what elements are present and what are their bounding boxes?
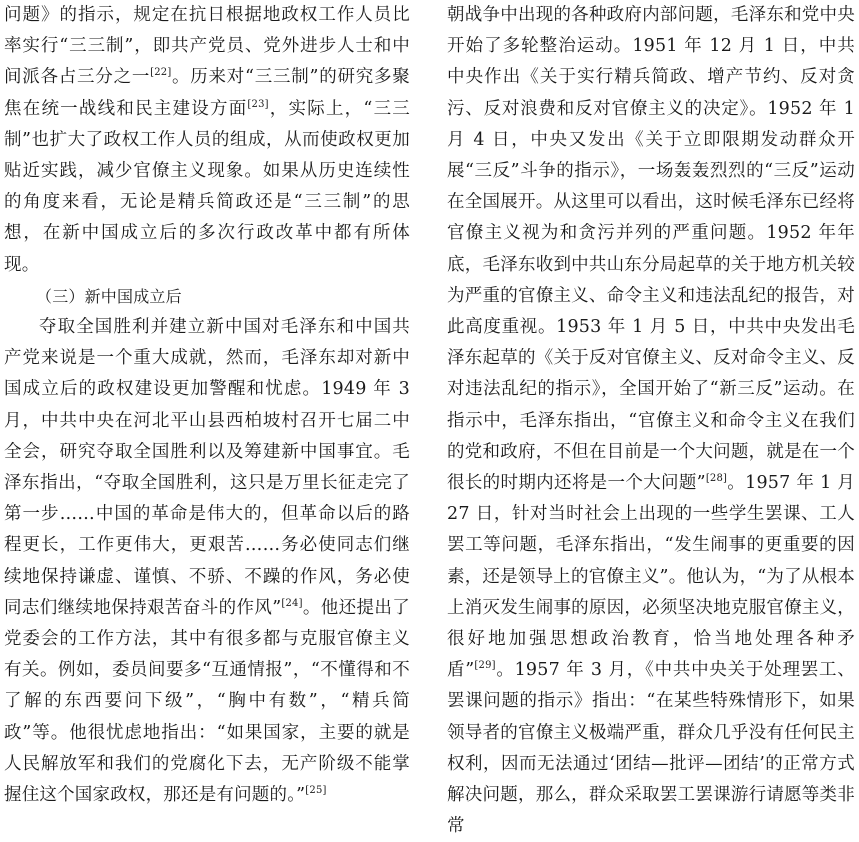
- right-column: [447, 0, 855, 842]
- paragraph-campaigns: [447, 0, 855, 842]
- citation-25: [25]: [305, 785, 327, 797]
- paragraph-text: 问题》的指示，规定在抗日根据地政权工作人员比率实行“三三制”，即共产党员、党外进步人士和中间派各占三分之一: [4, 5, 410, 88]
- paragraph-text: 。他还提出了党委会的工作方法，其中有很多都与克服官僚主义有关。例如，委员间要多“互通情报”，“不懂得和不了解的东西要问下级”，“胸中有数”，“精兵简政”等。他很忧虑地指出：“如果国家，主要的就是人民解放军和我们的党腐化下去，无产阶级不能掌握住这个国家政权，那还是有问题的。”: [4, 597, 410, 806]
- citation-29: [29]: [474, 660, 496, 672]
- paragraph-text: 朝战争中出现的各种政府内部问题，毛泽东和党中央开始了多轮整治运动。1951 年 12 月 1 日，中共中央作出《关于实行精兵简政、增产节约、反对贪污、反对浪费和反对官僚主义的决定》。1952 年 1 月 4 日，中央又发出《关于立即限期发动群众开展“三反”斗争的指示》，一场轰轰烈烈的“三反”运动在全国展开。从这里可以看出，这时候毛泽东已经将官僚主义视为和贪污并列的严重问题。1952 年年底，毛泽东收到中共山东分局起草的关于地方机关较为严重的官僚主义、命令主义和违法乱纪的报告，对此高度重视。1953 年 1 月 5 日，中共中央发出毛泽东起草的《关于反对官僚主义、反对命令主义、反对违法乱纪的指示》，全国开始了“新三反”运动。在指示中，毛泽东指出，“官僚主义和命令主义在我们的党和政府，不但在目前是一个大问题，就是在一个很长的时期内还将是一个大问题”: [447, 5, 855, 494]
- paragraph-text: 。历来对“三三制”的研究多聚焦在统一战线和民主建设方面: [4, 67, 410, 119]
- paragraph-text: 夺取全国胜利并建立新中国对毛泽东和中国共产党来说是一个重大成就，然而，毛泽东却对新中国成立后的政权建设更加警醒和忧虑。1949 年 3 月，中共中央在河北平山县西柏坡村召开七届二中全会，研究夺取全国胜利以及筹建新中国事宜。毛泽东指出，“夺取全国胜利，这只是万里长征走完了第一步……中国的革命是伟大的，但革命以后的路程更长，工作更伟大，更艰苦……务必使同志们继续地保持谦虚、谨慎、不骄、不躁的作风，务必使同志们继续地保持艰苦奋斗的作风”: [4, 317, 410, 618]
- section-heading: （三）新中国成立后: [36, 286, 182, 306]
- left-column: [4, 0, 410, 811]
- citation-28: [28]: [705, 473, 728, 485]
- paragraph-text: ，实际上，“三三制”也扩大了政权工作人员的组成，从而使政权更加贴近实践，减少官僚主义现象。如果从历史连续性的角度来看，无论是精兵简政还是“三三制”的思想，在新中国成立后的多次行政改革中都有所体现。: [4, 98, 410, 275]
- paragraph-text: 。1957 年 1 月 27 日，针对当时社会上出现的一些学生罢课、工人罢工等问题，毛泽东指出，“发生闹事的更重要的因素，还是领导上的官僚主义”。他认为，“为了从根本上消灭发生闹事的原因，必须坚决地克服官僚主义，很好地加强思想政治教育，恰当地处理各种矛盾”: [447, 473, 855, 681]
- paragraph-new-china: [4, 312, 410, 811]
- citation-24: [24]: [281, 597, 303, 609]
- paragraph-three-thirds: [4, 0, 410, 281]
- citation-22: [22]: [150, 67, 172, 79]
- citation-23: [23]: [247, 98, 269, 110]
- paragraph-text: 。1957 年 3 月，《中共中央关于处理罢工、罢课问题的指示》指出：“在某些特殊情形下，如果领导者的官僚主义极端严重，群众几乎没有任何民主权利，因而无法通过‘团结—批评—团结’的正常方式解决问题，那么，群众采取罢工罢课游行请愿等类非常: [447, 660, 855, 837]
